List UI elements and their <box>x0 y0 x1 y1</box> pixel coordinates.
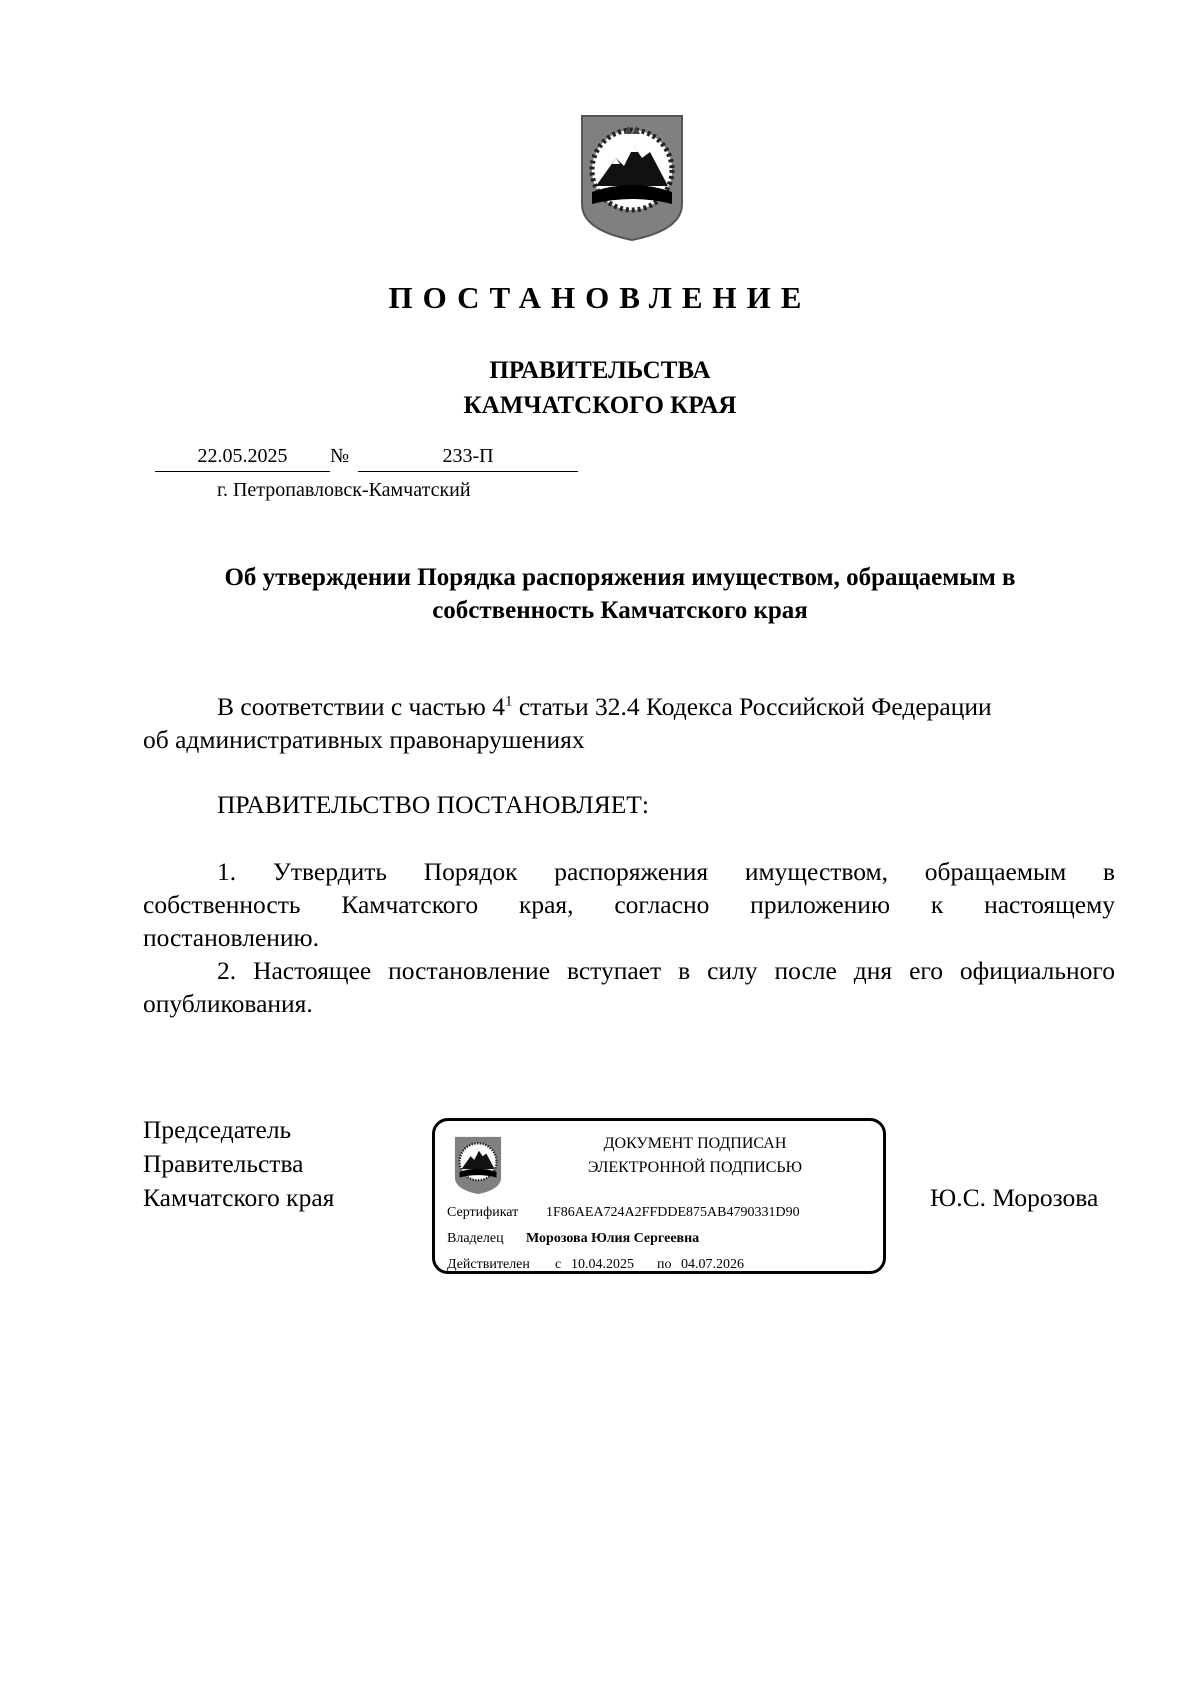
validity-label: Действителен <box>447 1257 530 1272</box>
coat-of-arms-icon <box>578 112 686 242</box>
authority-line-1: ПРАВИТЕЛЬСТВА <box>489 357 711 384</box>
item-1-line-2: собственность Камчатского края, согласно приложению к настоящему <box>143 890 1115 919</box>
signer-position-line-3: Камчатского края <box>143 1183 335 1212</box>
signer-position-line-2: Правительства <box>143 1149 304 1178</box>
basis-text-a: В соответствии с частью 4 <box>217 692 505 721</box>
item-2-line-2: опубликования. <box>143 989 313 1018</box>
validity-to-prefix: по <box>657 1257 672 1272</box>
electronic-signature-stamp <box>432 1118 886 1274</box>
stamp-coat-of-arms-icon <box>453 1135 503 1195</box>
validity-from-date: 10.04.2025 <box>571 1257 634 1272</box>
signer-position-line-1: Председатель <box>143 1115 292 1144</box>
validity-from-prefix: с <box>555 1257 562 1272</box>
basis-paragraph <box>143 690 1115 723</box>
registration-date: 22.05.2025 <box>155 445 330 472</box>
basis-superscript: 1 <box>504 693 513 710</box>
basis-text-b: статьи 32.4 Кодекса Российской Федерации <box>512 692 992 721</box>
owner-value: Морозова Юлия Сергеевна <box>526 1231 700 1246</box>
document-type-heading: ПОСТАНОВЛЕНИЕ <box>388 280 812 315</box>
city: г. Петропавловск-Камчатский <box>217 479 471 501</box>
item-1-line-3: постановлению. <box>143 923 319 952</box>
decree-statement: ПРАВИТЕЛЬСТВО ПОСТАНОВЛЯЕТ: <box>217 790 649 819</box>
owner-label: Владелец <box>447 1231 504 1246</box>
signer-name: Ю.С. Морозова <box>930 1183 1099 1212</box>
certificate-value: 1F86AEA724A2FFDDE875AB4790331D90 <box>546 1205 800 1220</box>
item-1-line-1: 1. Утвердить Порядок распоряжения имуществом, обращаемым в <box>217 857 1115 886</box>
item-2-line-1: 2. Настоящее постановление вступает в силу после дня его официального <box>217 956 1115 985</box>
certificate-label: Сертификат <box>447 1205 519 1220</box>
number-sign: № <box>330 445 350 467</box>
authority-line-2: КАМЧАТСКОГО КРАЯ <box>463 392 737 419</box>
validity-to-date: 04.07.2026 <box>681 1257 744 1272</box>
stamp-header-line-2: ЭЛЕКТРОННОЙ ПОДПИСЬЮ <box>587 1159 803 1176</box>
registration-number: 233-П <box>358 445 578 472</box>
stamp-header-line-1: ДОКУМЕНТ ПОДПИСАН <box>603 1135 787 1152</box>
basis-paragraph-line-2: об административных правонарушениях <box>143 725 585 754</box>
document-title: Об утверждении Порядка распоряжения имуществом, обращаемым в собственность Камчатского края <box>224 564 1016 624</box>
